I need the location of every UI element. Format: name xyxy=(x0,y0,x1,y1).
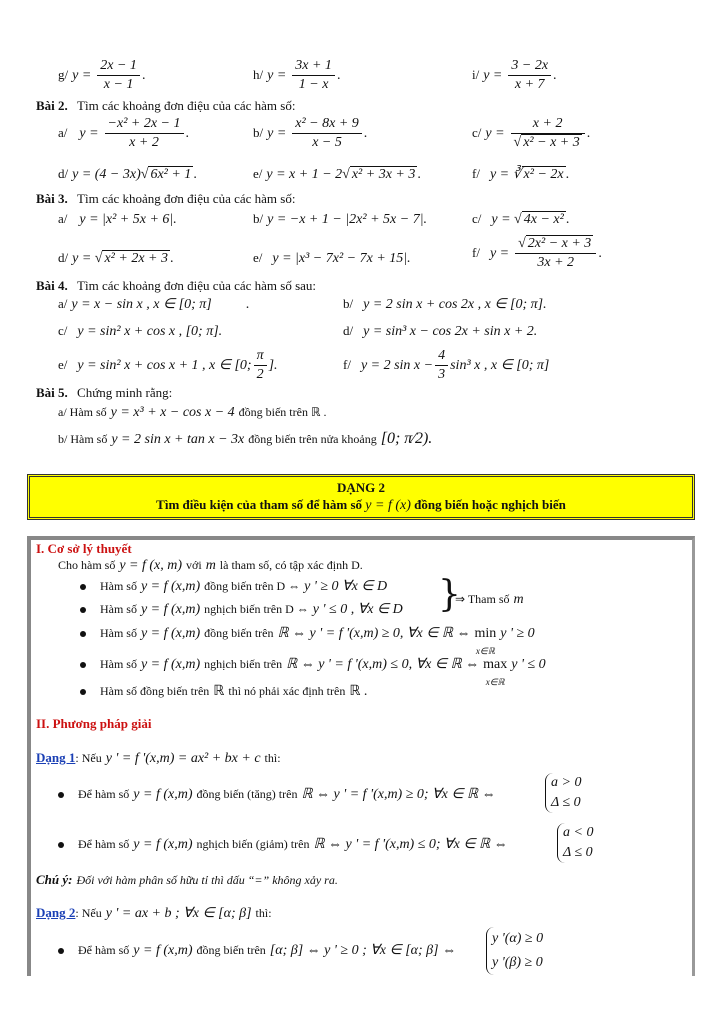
punctuation: . xyxy=(565,167,570,182)
banner-subtitle-math: y = f (x) xyxy=(365,498,411,513)
fraction xyxy=(254,348,267,383)
math-expression: y = |x³ − 7x² − 7x + 15|. xyxy=(272,251,411,266)
denominator: x + 2 xyxy=(129,135,159,150)
exercise-bai5-b xyxy=(58,430,432,448)
punctuation: . xyxy=(565,212,570,227)
math-expression: y ' = ax + b ; ∀x ∈ [α; β] xyxy=(105,906,252,921)
condition: a < 0 xyxy=(563,825,594,840)
numerator: −x² + 2x − 1 xyxy=(105,116,184,134)
math-lhs: y = xyxy=(72,68,92,83)
exercise-bai3-b xyxy=(253,211,427,228)
math-expression: y ' = f '(x,m) = ax² + bx + c xyxy=(105,751,261,766)
exercise-bai4-b xyxy=(343,296,547,313)
math-expression: y = x³ + x − cos x − 4 xyxy=(110,405,235,420)
system-d1b1 xyxy=(545,773,581,813)
exercise-bai4-c xyxy=(58,323,222,340)
math-expression: y = −x + 1 − |2x² + 5x − 7|. xyxy=(267,212,428,227)
item-label: i/ xyxy=(472,67,480,82)
math-lhs: y = xyxy=(267,68,287,83)
bullet-icon xyxy=(80,607,86,613)
banner-title: DẠNG 2 xyxy=(336,480,386,495)
condition: Δ ≤ 0 xyxy=(563,845,593,860)
math-expression: y = sin³ x − cos 2x + sin x + 2. xyxy=(363,324,538,339)
condition-system xyxy=(486,927,543,975)
math-expression: ℝ ⇔ y ' = f '(x,m) ≤ 0, ∀x ∈ ℝ ⇔ xyxy=(286,657,480,672)
exercise-bai2-e: e/ y = x + 1 − 2√ x² + 3x + 3 . xyxy=(253,166,421,182)
bullet-text: đồng biến trên D ⇔ xyxy=(204,579,301,593)
statement-text: b/ Hàm số xyxy=(58,432,108,446)
condition-system xyxy=(545,773,581,813)
bullet-icon xyxy=(58,842,64,848)
item-label: h/ xyxy=(253,67,264,82)
numerator: 3 − 2x xyxy=(508,58,551,76)
exercise-bai4-e xyxy=(58,348,278,383)
fraction xyxy=(97,58,140,93)
operator-subscript: x∈ℝ xyxy=(475,646,495,656)
note-label: Chú ý: xyxy=(36,872,73,887)
bullet-text: Để hàm số xyxy=(77,943,130,957)
math-lhs: y = xyxy=(267,126,287,141)
item-label: c/ xyxy=(472,211,482,226)
exercise-number: Bài 2. xyxy=(36,98,68,113)
math-symbol: ℝ xyxy=(213,684,225,699)
fraction xyxy=(292,116,362,151)
system-d2b1 xyxy=(486,927,543,975)
math-expression: y ' ≤ 0 xyxy=(511,657,546,672)
exercise-bai2-a xyxy=(58,116,189,151)
exercise-bai5-a xyxy=(58,404,326,421)
math-lhs: y = xyxy=(483,68,503,83)
exercise-text: Chứng minh rằng: xyxy=(77,385,173,400)
math-expression: y ' ≤ 0 , ∀x ∈ D xyxy=(312,602,403,617)
math-expression: y = 2 sin x + tan x − 3x xyxy=(111,432,245,447)
denominator: x − 1 xyxy=(103,77,134,92)
math-var: m xyxy=(205,558,216,573)
punctuation: . xyxy=(170,251,174,266)
intro-text: Cho hàm số xyxy=(58,558,116,572)
math-expression: ℝ ⇔ y ' = f '(x,m) ≥ 0, ∀x ∈ ℝ ⇔ xyxy=(277,626,471,641)
condition: y '(α) ≥ 0 xyxy=(492,931,544,946)
math-lhs: y = xyxy=(79,126,99,141)
exercise-heading-bai3 xyxy=(36,191,295,207)
numerator: 3x + 1 xyxy=(292,58,335,76)
method-dang1-bullet-1 xyxy=(58,786,496,803)
method-text: : Nếu xyxy=(75,906,102,920)
exercise-bai3-d: d/ y = √ x² + 2x + 3 . xyxy=(58,250,174,266)
item-label: e/ xyxy=(253,166,263,181)
radicand: 4x − x² xyxy=(523,212,564,227)
item-label: f/ xyxy=(472,166,480,181)
method-dang2 xyxy=(36,905,272,922)
bullet-icon xyxy=(58,792,64,798)
exercise-text: Tìm các khoảng đơn điệu của các hàm số: xyxy=(77,191,296,206)
math-expression: sin³ x , x ∈ [0; π] xyxy=(450,358,550,373)
theory-bullet-2 xyxy=(80,601,403,618)
item-label: b/ xyxy=(343,296,354,311)
bullet-icon xyxy=(80,584,86,590)
denominator: 1 − x xyxy=(298,77,329,92)
punctuation: . xyxy=(553,68,557,83)
exercise-h xyxy=(253,58,340,93)
math-expression: y = f (x,m) xyxy=(133,787,193,802)
math-expression: y = xyxy=(491,212,515,227)
math-expression: y = sin² x + cos x , [0; π]. xyxy=(77,324,223,339)
exercise-heading-bai5 xyxy=(36,385,172,401)
exercise-i xyxy=(472,58,557,93)
bullet-text: Hàm số xyxy=(99,602,137,616)
method-heading: II. Phương pháp giải xyxy=(36,716,152,731)
condition-system xyxy=(557,823,593,863)
intro-text: là tham số, có tập xác định D. xyxy=(219,558,363,572)
numerator: π xyxy=(254,348,267,366)
condition: a > 0 xyxy=(551,775,582,790)
method-label: Dạng 2 xyxy=(36,905,76,920)
bullet-text: nghịch biến (giảm) trên xyxy=(196,837,310,851)
theory-bullet-1 xyxy=(80,578,387,595)
fraction xyxy=(515,236,596,271)
item-label: f/ xyxy=(472,245,480,260)
math-expression: y = x + 1 − 2 xyxy=(266,167,343,182)
radicand: 2x² − x + 3 xyxy=(527,236,592,251)
bullet-text: Hàm số đồng biến trên xyxy=(99,684,210,698)
bullet-text: đồng biến trên xyxy=(204,626,274,640)
math-expression: y = f (x, m) xyxy=(119,558,183,573)
note-text: Đối với hàm phân số hữu tỉ thì dấu “=” không xảy ra. xyxy=(76,873,338,887)
item-label: a/ xyxy=(58,211,68,226)
radicand: 6x² + 1 xyxy=(150,167,192,182)
bullet-text: thì nó phải xác định trên xyxy=(228,684,346,698)
method-text: : Nếu xyxy=(75,751,102,765)
numerator: x + 2 xyxy=(511,116,585,134)
method-note xyxy=(36,872,338,888)
numerator: √ 2x² − x + 3 xyxy=(515,236,596,254)
theory-heading: I. Cơ sở lý thuyết xyxy=(36,541,132,556)
exercise-bai2-b xyxy=(253,116,367,151)
exercise-bai3-c: c/ y = √ 4x − x² . xyxy=(472,211,570,227)
math-expression: y = f (x,m) xyxy=(133,837,193,852)
exercise-g xyxy=(58,58,145,93)
exercise-bai4-d xyxy=(343,323,537,340)
method-text: thì: xyxy=(264,751,281,765)
numerator: 4 xyxy=(435,348,448,366)
math-expression: y ' ≥ 0 xyxy=(500,626,535,641)
punctuation: . xyxy=(417,167,421,182)
math-expression: y = |x² + 5x + 6|. xyxy=(79,212,177,227)
statement-text: đồng biến trên ℝ . xyxy=(238,405,327,419)
math-expression: y = sin² x + cos x + 1 , x ∈ [0; xyxy=(77,358,252,373)
statement-text: a/ Hàm số xyxy=(58,405,107,419)
item-label: a/ xyxy=(58,125,68,140)
item-label: e/ xyxy=(253,250,263,265)
exercise-text: Tìm các khoảng đơn điệu của các hàm số: xyxy=(77,98,296,113)
exercise-heading-bai2 xyxy=(36,98,295,114)
method-label: Dạng 1 xyxy=(36,750,76,765)
math-expression: [α; β] ⇔ y ' ≥ 0 ; ∀x ∈ [α; β] ⇔ xyxy=(269,943,457,958)
math-expression: y = f (x,m) xyxy=(140,602,201,617)
method-dang1-bullet-2 xyxy=(58,836,508,853)
operator-name: min xyxy=(474,626,497,641)
math-expression: y = f (x,m) xyxy=(140,579,201,594)
bullet-icon xyxy=(80,662,86,668)
min-operator xyxy=(475,625,497,657)
math-expression: y = (4 − 3x) xyxy=(72,167,141,182)
item-label: d/ xyxy=(58,250,69,265)
punctuation: . xyxy=(141,68,146,83)
bullet-text: đồng biến (tăng) trên xyxy=(196,787,298,801)
system-d1b2 xyxy=(557,823,593,863)
fraction xyxy=(435,348,448,383)
theory-bullet-result xyxy=(455,591,524,608)
bullet-text: Hàm số xyxy=(99,657,137,671)
operator-name: max xyxy=(483,657,508,672)
bullet-text: Hàm số xyxy=(99,626,137,640)
item-label: c/ xyxy=(472,125,482,140)
operator-subscript: x∈ℝ xyxy=(485,677,505,687)
punctuation: . xyxy=(193,167,197,182)
math-expression: y = 2 sin x + cos 2x , x ∈ [0; π]. xyxy=(363,297,547,312)
bullet-text: Để hàm số xyxy=(77,787,130,801)
denominator: x − 5 xyxy=(312,135,342,150)
bullet-text: Hàm số xyxy=(99,579,137,593)
fraction xyxy=(508,58,551,93)
denominator: 3x + 2 xyxy=(537,255,575,270)
condition: Δ ≤ 0 xyxy=(551,795,581,810)
bullet-icon xyxy=(58,948,64,954)
math-var: m xyxy=(513,592,524,607)
exercise-bai3-f xyxy=(472,236,602,271)
numerator: x² − 8x + 9 xyxy=(292,116,362,134)
exercise-text: Tìm các khoảng đơn điệu của các hàm số sau: xyxy=(77,278,317,293)
item-label: d/ xyxy=(343,323,354,338)
banner-subtitle xyxy=(30,497,692,514)
exercise-bai4-f xyxy=(343,348,549,383)
item-label: b/ xyxy=(253,125,264,140)
math-symbol: ℝ . xyxy=(349,684,368,699)
statement-text: đồng biến trên nửa khoảng xyxy=(248,432,377,446)
punctuation: . xyxy=(185,126,189,141)
math-expression: y = f (x,m) xyxy=(133,943,193,958)
fraction xyxy=(511,116,585,151)
item-label: b/ xyxy=(253,211,264,226)
denominator: 3 xyxy=(438,367,446,382)
math-expression: y = f (x,m) xyxy=(140,657,201,672)
radicand: x² − 2x xyxy=(523,167,564,182)
theory-bullet-3 xyxy=(80,625,535,657)
item-label: a/ xyxy=(58,296,68,311)
math-expression: y = f (x,m) xyxy=(140,626,201,641)
method-dang1 xyxy=(36,750,281,767)
max-operator xyxy=(483,656,507,688)
result-text: ⇒ Tham số xyxy=(455,592,510,606)
method-dang2-bullet-1 xyxy=(58,942,456,959)
radicand: x² − x + 3 xyxy=(523,135,580,150)
punctuation: . xyxy=(336,68,341,83)
punctuation: . xyxy=(245,297,250,312)
math-expression: y ' ≥ 0 ∀x ∈ D xyxy=(304,579,388,594)
punctuation: . xyxy=(363,126,368,141)
banner-subtitle-text: Tìm điều kiện của tham số để hàm số xyxy=(156,497,363,512)
radicand: x² + 2x + 3 xyxy=(104,251,168,266)
exercise-bai3-a xyxy=(58,211,177,228)
exercise-number: Bài 3. xyxy=(36,191,68,206)
denominator: 2 xyxy=(256,367,264,382)
item-label: e/ xyxy=(58,357,68,372)
bullet-text: đồng biến trên xyxy=(196,943,266,957)
math-expression: y = xyxy=(72,251,95,266)
radicand: x² + 3x + 3 xyxy=(351,167,416,182)
math-lhs: y = xyxy=(485,126,505,141)
math-expression: y = 2 sin x − xyxy=(360,358,434,373)
punctuation: . xyxy=(598,246,602,261)
exercise-bai2-c xyxy=(472,116,590,151)
item-label: f/ xyxy=(343,357,351,372)
denominator: x + 7 xyxy=(514,77,545,92)
exercise-heading-bai4 xyxy=(36,278,316,294)
math-expression: ℝ ⇔ y ' = f '(x,m) ≥ 0; ∀x ∈ ℝ ⇔ xyxy=(301,787,496,802)
exercise-bai2-d: d/ y = (4 − 3x)√ 6x² + 1 . xyxy=(58,166,197,182)
theory-intro xyxy=(58,557,363,574)
exercise-number: Bài 4. xyxy=(36,278,68,293)
theory-bullet-5 xyxy=(80,683,367,700)
bullet-icon xyxy=(80,689,86,695)
exercise-bai2-f xyxy=(472,166,569,183)
math-expression: y = ∛ xyxy=(489,167,522,182)
denominator: √ x² − x + 3 xyxy=(513,135,580,150)
math-lhs: y = xyxy=(489,246,510,261)
banner-subtitle-text: đồng biến hoặc nghịch biến xyxy=(414,497,566,512)
exercise-number: Bài 5. xyxy=(36,385,68,400)
math-interval: [0; π⁄2). xyxy=(380,430,433,447)
item-label: g/ xyxy=(58,67,69,82)
fraction xyxy=(292,58,335,93)
intro-text: với xyxy=(186,558,202,572)
fraction xyxy=(105,116,184,151)
bullet-text: Để hàm số xyxy=(77,837,130,851)
math-expression: y = x − sin x , x ∈ [0; π] xyxy=(71,297,212,312)
item-label: c/ xyxy=(58,323,68,338)
numerator: 2x − 1 xyxy=(97,58,140,76)
condition: y '(β) ≥ 0 xyxy=(492,955,543,970)
punctuation: ]. xyxy=(268,358,278,373)
method-text: thì: xyxy=(255,906,272,920)
exercise-bai3-e xyxy=(253,250,411,267)
bullet-text: nghịch biến trên D ⇔ xyxy=(204,602,309,616)
item-label: d/ xyxy=(58,166,69,181)
exercise-bai4-a xyxy=(58,296,249,313)
section-banner-dang2 xyxy=(27,474,695,520)
bullet-text: nghịch biến trên xyxy=(204,657,283,671)
right-brace: } xyxy=(438,574,461,615)
punctuation: . xyxy=(586,126,591,141)
bullet-icon xyxy=(80,631,86,637)
math-expression: ℝ ⇔ y ' = f '(x,m) ≤ 0; ∀x ∈ ℝ ⇔ xyxy=(313,837,508,852)
